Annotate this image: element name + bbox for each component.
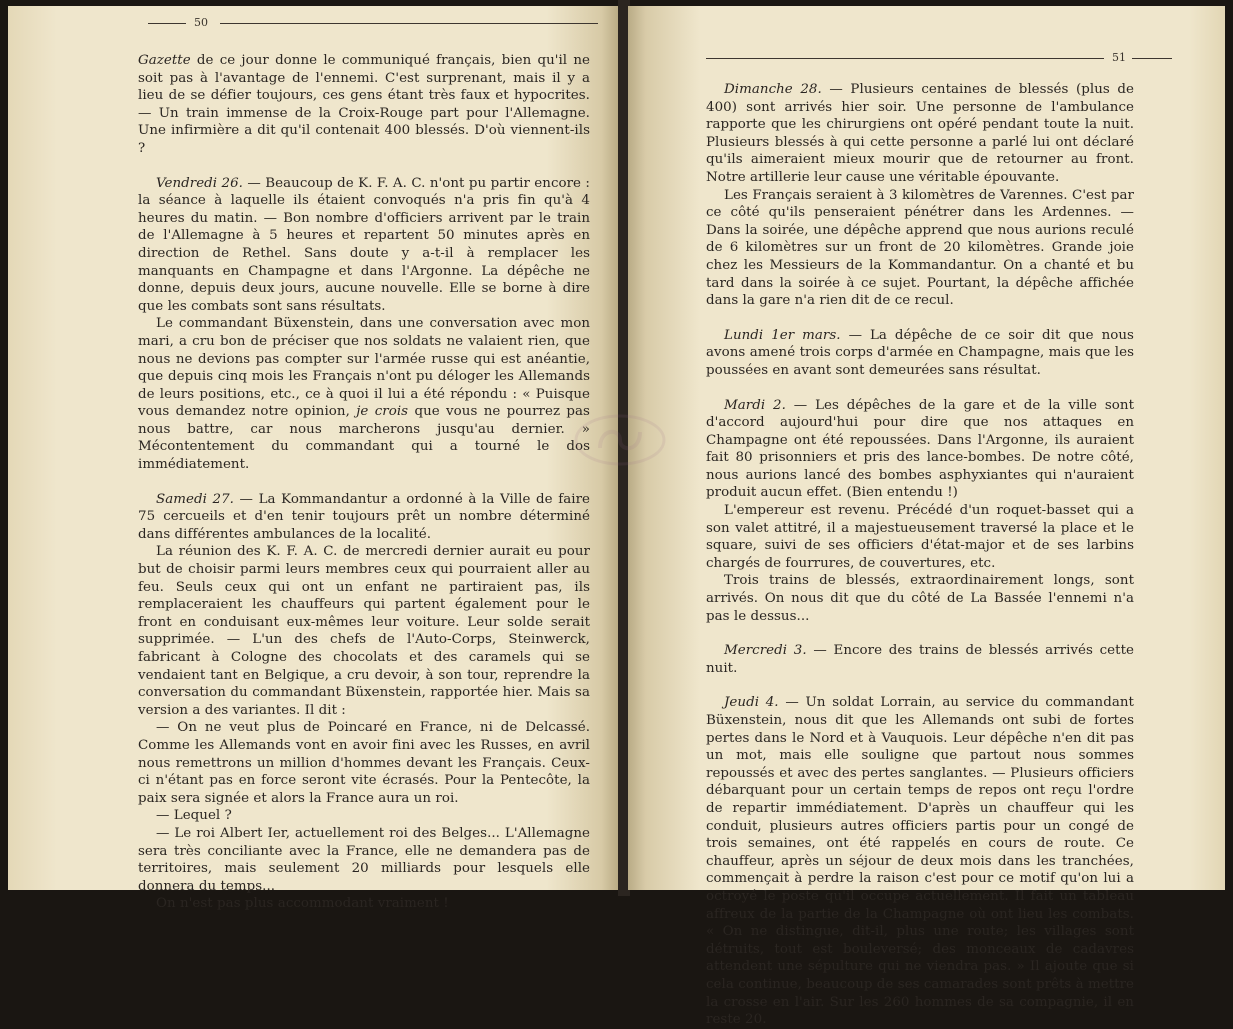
entry-date: Vendredi 26. <box>156 175 243 191</box>
entry-date: Mardi 2. <box>724 397 786 413</box>
paragraph-text: — Un soldat Lorrain, au service du commandant Büxenstein, nous dit que les Allemands ont subi de fortes pertes dans le Nord et à Vauquois. Leur dépêche n'en dit pas un mot, mais elle souligne que partout nous sommes repoussés et avec des pertes sanglantes. — Plusieurs officiers débarquant pour un certain temps de repos ont reçu l'ordre de repartir immédiatement. D'après un chauffeur qui les conduit, plusieurs autres officiers partis pour un congé de trois semaines, ont été rappelés en cours de route. Ce chauffeur, après un séjour de deux mois dans les tranchées, commençait à perdre la raison c'est pour ce motif qu'on lui a octroyé le poste qu'il occupe actuellement. Il fait un tableau affreux de la partie de la Champagne où ont lieu les combats. « On ne distingue, dit-il, plus une route; les villages sont détruits, tout est bouleversé; des monceaux de cadavres attendent une sépulture qui ne viendra pas. » Il ajoute que si cela continue, beaucoup de ses camarades sont prêts à mettre la crosse en l'air. Sur les 260 hommes de sa compagnie, il en reste 20. <box>706 695 1135 1028</box>
diary-entry <box>138 175 590 316</box>
page-number-right: 51 <box>1112 51 1126 64</box>
paragraph <box>138 895 590 913</box>
left-page <box>8 6 620 912</box>
diary-entry <box>706 327 1134 380</box>
diary-entry <box>706 694 1134 1028</box>
paragraph-text: Le commandant Büxenstein, dans une conversation avec mon mari, a cru bon de préciser que nos soldats ne valaient rien, que nous ne devions pas compter sur l'armée russe qui est anéantie, que depuis cinq mois les Français n'ont pu déloger les Allemands de leurs positions, etc., ce à quoi il lui a été répondu : « Puisque vous demandez notre opinion, <box>138 316 590 420</box>
paragraph-text: — Lequel ? <box>156 808 232 824</box>
entry-date: Jeudi 4. <box>724 695 779 711</box>
entry-date: Samedi 27. <box>156 491 234 507</box>
paragraph <box>138 52 590 158</box>
entry-date: Lundi 1er mars. <box>724 327 841 343</box>
paragraph <box>138 807 590 825</box>
paragraph-text: — Plusieurs centaines de blessés (plus de 400) sont arrivés hier soir. Une personne de l'ambulance rapporte que les chirurgiens ont opéré pendant toute la nuit. Plusieurs blessés à qui cette personne a parlé lui ont déclaré qu'ils aimeraient mieux mourir que de retourner au front. Notre artillerie leur cause une véritable épouvante. <box>706 82 1134 185</box>
paragraph-text: que vous ne pourrez pas nous battre, car nous marcherons jusqu'au dernier. » Mécontentement du commandant qui a tourné le dos immédiatement. <box>138 404 590 473</box>
paragraph-text: Trois trains de blessés, extraordinairement longs, sont arrivés. On nous dit que du côté de La Bassée l'ennemi n'a pas le dessus... <box>706 573 1134 624</box>
left-page-text <box>138 52 590 913</box>
paragraph-text: — Beaucoup de K. F. A. C. n'ont pu partir encore : la séance à laquelle ils étaient convoqués n'a pris fin qu'à 4 heures du matin. — Bon nombre d'officiers arrivent par le train de l'Allemagne à 5 heures et repartent 50 minutes après en direction de Rethel. Sans doute y a-t-il à remplacer les manquants en Champagne et dans l'Argonne. La dépêche ne donne, depuis deux jours, aucune nouvelle. Elle se borne à dire que les combats sont sans résultats. <box>138 175 590 314</box>
emphasis: je crois <box>356 404 409 420</box>
diary-entry <box>706 397 1134 503</box>
diary-entry <box>706 642 1134 677</box>
paragraph <box>706 502 1134 572</box>
paragraph-text: — La dépêche de ce soir dit que nous avons amené trois corps d'armée en Champagne, mais que les poussées en avant sont demeurées sans résultat. <box>706 327 1134 378</box>
right-page-text <box>706 81 1134 1029</box>
paragraph-text: — Encore des trains de blessés arrivés cette nuit. <box>706 643 1134 676</box>
entry-date: Dimanche 28. <box>724 82 822 97</box>
paragraph <box>138 719 590 807</box>
header-rule-left <box>706 58 1104 59</box>
header-rule-right <box>1132 58 1172 59</box>
paragraph-text: — La Kommandantur a ordonné à la Ville de faire 75 cercueils et d'en tenir toujours prêt un nombre déterminé dans différentes ambulances de la localité. <box>138 491 591 542</box>
paragraph <box>138 315 590 473</box>
paragraph <box>138 825 590 895</box>
paragraph <box>706 187 1134 310</box>
diary-entry <box>706 81 1134 187</box>
paragraph <box>138 543 590 719</box>
paragraph-text: de ce jour donne le communiqué français, bien qu'il ne soit pas à l'avantage de l'ennemi. C'est surprenant, mais il y a lieu de se défier toujours, ces gens étant très faux et hypocrites. — Un train immense de la Croix-Rouge part pour l'Allemagne. Une infirmière a dit qu'il contenait 400 blessés. D'où viennent-ils ? <box>138 53 590 156</box>
right-page <box>628 6 1225 1028</box>
paragraph-text: On n'est pas plus accommodant vraiment ! <box>156 896 449 912</box>
paragraph-text: — Les dépêches de la gare et de la ville sont d'accord aujourd'hui pour dire que nos attaques en Champagne ont été repoussées. Dans l'Argonne, ils auraient fait 80 prisonniers et pris des lance-bombes. De notre côté, nous aurions lancé des bombes asphyxiantes qui n'auraient produit aucun effet. (Bien entendu !) <box>706 397 1134 501</box>
paragraph-text: — On ne veut plus de Poincaré en France, ni de Delcassé. Comme les Allemands vont en avoir fini avec les Russes, en avril nous remettrons un million d'hommes devant les Français. Ceux-ci n'étant pas en force seront vite écrasés. Pour la Pentecôte, la paix sera signée et alors la France aura un roi. <box>138 720 590 806</box>
paragraph-text: La réunion des K. F. A. C. de mercredi dernier aurait eu pour but de choisir parmi leurs membres ceux qui pourraient aller au feu. Seuls ceux qui ont un enfant ne partiraient pas, ils remplaceraient les chauffeurs qui partent également pour le front en conduisant eux-mêmes leur voiture. Leur solde serait supprimée. — L'un des chefs de l'Auto-Corps, Steinwerck, fabricant à Cologne des chocolats et des caramels qui se vendaient tant en Belgique, a cru devoir, à son tour, reprendre la conversation du commandant Büxenstein, rapportée hier. Mais sa version a des variantes. Il dit : <box>138 544 590 718</box>
header-rule-left <box>148 23 186 24</box>
newspaper-title: Gazette <box>138 53 191 68</box>
paragraph-text: L'empereur est revenu. Précédé d'un roquet-basset qui a son valet attitré, il a majestueusement traversé la place et le square, suivi de ses officiers d'état-major et de ses larbins chargés de fourrures, de couvertures, etc. <box>706 503 1134 571</box>
diary-entry <box>138 491 590 544</box>
entry-date: Mercredi 3. <box>724 643 807 659</box>
paragraph-text: Les Français seraient à 3 kilomètres de Varennes. C'est par ce côté qu'ils penseraient pénétrer dans les Ardennes. — Dans la soirée, une dépêche apprend que nous aurions reculé de 6 kilomètres sur un front de 20 kilomètres. Grande joie chez les Messieurs de la Kommandantur. On a chanté et bu tard dans la soirée à ce sujet. Pourtant, la dépêche affichée dans la gare n'a rien dit de ce recul. <box>706 187 1134 309</box>
header-rule-right <box>220 23 598 24</box>
paragraph <box>706 572 1134 625</box>
paragraph-text: — Le roi Albert Ier, actuellement roi des Belges... L'Allemagne sera très conciliante avec la France, elle ne demandera pas de territoires, mais seulement 20 milliards pour lesquels elle donnera du temps... <box>138 825 590 894</box>
page-number-left: 50 <box>194 16 208 29</box>
